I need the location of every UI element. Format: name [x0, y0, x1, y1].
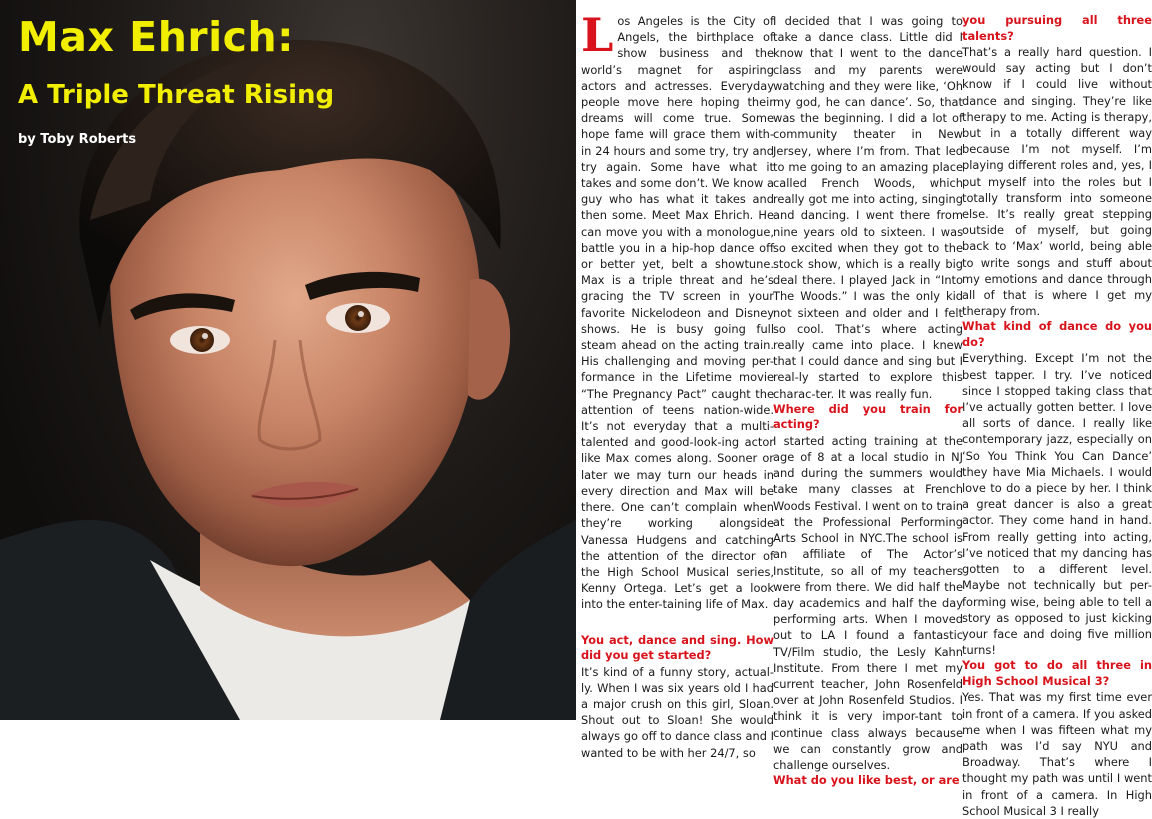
question-heading: What kind of dance do you do? — [962, 319, 1152, 349]
intro-text: os Angeles is the City of Angels, the birthplace of show business and the world’s magnet for aspiring actors and actresses. Everyday people move here hoping their dreams will come true. Some hope fame will grace them with-in 24 hours and some try, try and try again. Some have what it takes and some don’t. We know a guy who has what it takes and then some. Meet Max Ehrich. He can move you with a monologue, battle you in a hip-hop dance off or better yet, belt a showtune. Max is a triple threat and he’s gracing the TV screen in your favorite Nickelodeon and Disney shows. He is busy going full steam ahead on the acting train. His challenging and moving per-formance in the Lifetime movie “The Pregnancy Pact” caught the attention of teens nation-wide. It’s not everyday that a multi-talented and good-look-ing actor like Max comes along. Sooner or later we may turn our heads in every direction and Max will be there. One can’t complain when they’re working alongside Vanessa Hudgens and catching the attention of the director of the High School Musical series, Kenny Ortega. Let’s get a look into the enter-taining life of Max. — [581, 14, 774, 612]
drop-cap: L — [581, 8, 614, 62]
answer-paragraph: Everything. Except I’m not the best tapper. I try. I’ve noticed since I stopped taking class that I’ve actually gotten better. I love all sorts of dance. I really like contemporary jazz, especially on ‘So You Think You Can Dance’ they have Mia Michaels. I would love to do a piece by her. I think a great dancer is also a great actor. They come hand in hand. From really getting into acting, I’ve noticed that my dancing has gotten to a different level. Maybe not technically but per-forming wise, being able to tell a story as opposed to just kicking your face and doing five million turns! — [962, 351, 1152, 658]
article-column-1 — [581, 8, 774, 760]
question-heading: Where did you train for acting? — [773, 401, 963, 432]
question-heading: What do you like best, or are — [773, 773, 960, 788]
answer-paragraph: I decided that I was going to take a dance class. Little did I know that I went to the dance class and my parents were watching and they were like, ‘Oh my god, he can dance’. So, that was the beginning. I did a lot of community theater in New Jersey, where I’m from. That led to me going to an amazing place called French Woods, which really got me into acting, singing and dancing. I went there from nine years old to sixteen. I was so excited when they got to the stock show, which is a really big deal there. I played Jack in “Into The Woods.” I was the only kid not sixteen and older and I felt so cool. That’s where acting really came into place. I knew that I could dance and sing but I real-ly started to explore this charac-ter. It was really fun. — [773, 14, 963, 401]
answer-paragraph: Yes. That was my first time ever in front of a camera. If you asked me when I was fifteen what my path was I’d say NYU and Broadway. That’s where I thought my path was until I went in front of a camera. In High School Musical 3 I really — [962, 690, 1152, 818]
article-title: Max Ehrich: — [18, 13, 295, 61]
portrait-page — [0, 0, 576, 720]
answer-paragraph: I started acting training at the age of 8 at a local studio in NJ and during the summers would take many classes at French Woods Festival. I went on to train at the Professional Performing Arts School in NYC.The school is an affiliate of The Actor’s Institute, so all of my teachers were from there. We did half the day academics and half the day performing arts. When I moved out to LA I found a fantastic TV/Film studio, the Lesly Kahn Institute. From there I met my current teacher, John Rosenfeld over at John Rosenfeld Studios. I think it is very impor-tant to continue class always because we can constantly grow and challenge ourselves. — [773, 433, 963, 772]
question-heading: You act, dance and sing. How did you get started? — [581, 632, 774, 663]
question-heading: You got to do all three in High School Musical 3? — [962, 658, 1152, 688]
article-text-page — [576, 0, 1152, 818]
answer-paragraph: That’s a really hard question. I would say acting but I don’t know if I could live without dance and singing. They’re like therapy to me. Acting is therapy, but in a totally different way because I’m not myself. I’m playing different roles and, yes, I put myself into the roles but I totally transform into someone else. It’s really great stepping outside of myself, but going back to ‘Max’ world, being able to write songs and stuff about my emotions and dance through all of that is where I get my therapy from. — [962, 45, 1152, 319]
article-column-3 — [962, 13, 1152, 818]
intro-paragraph — [581, 8, 774, 613]
article-byline: by Toby Roberts — [18, 132, 137, 147]
answer-paragraph: It’s kind of a funny story, actual-ly. When I was six years old I had a major crush on this girl, Sloan. Shout out to Sloan! She would always go off to dance class and I wanted to be with her 24/7, so — [581, 664, 774, 760]
article-column-2 — [773, 13, 963, 788]
article-subtitle: A Triple Threat Rising — [18, 80, 335, 110]
question-heading: you pursuing all three talents? — [962, 13, 1152, 43]
